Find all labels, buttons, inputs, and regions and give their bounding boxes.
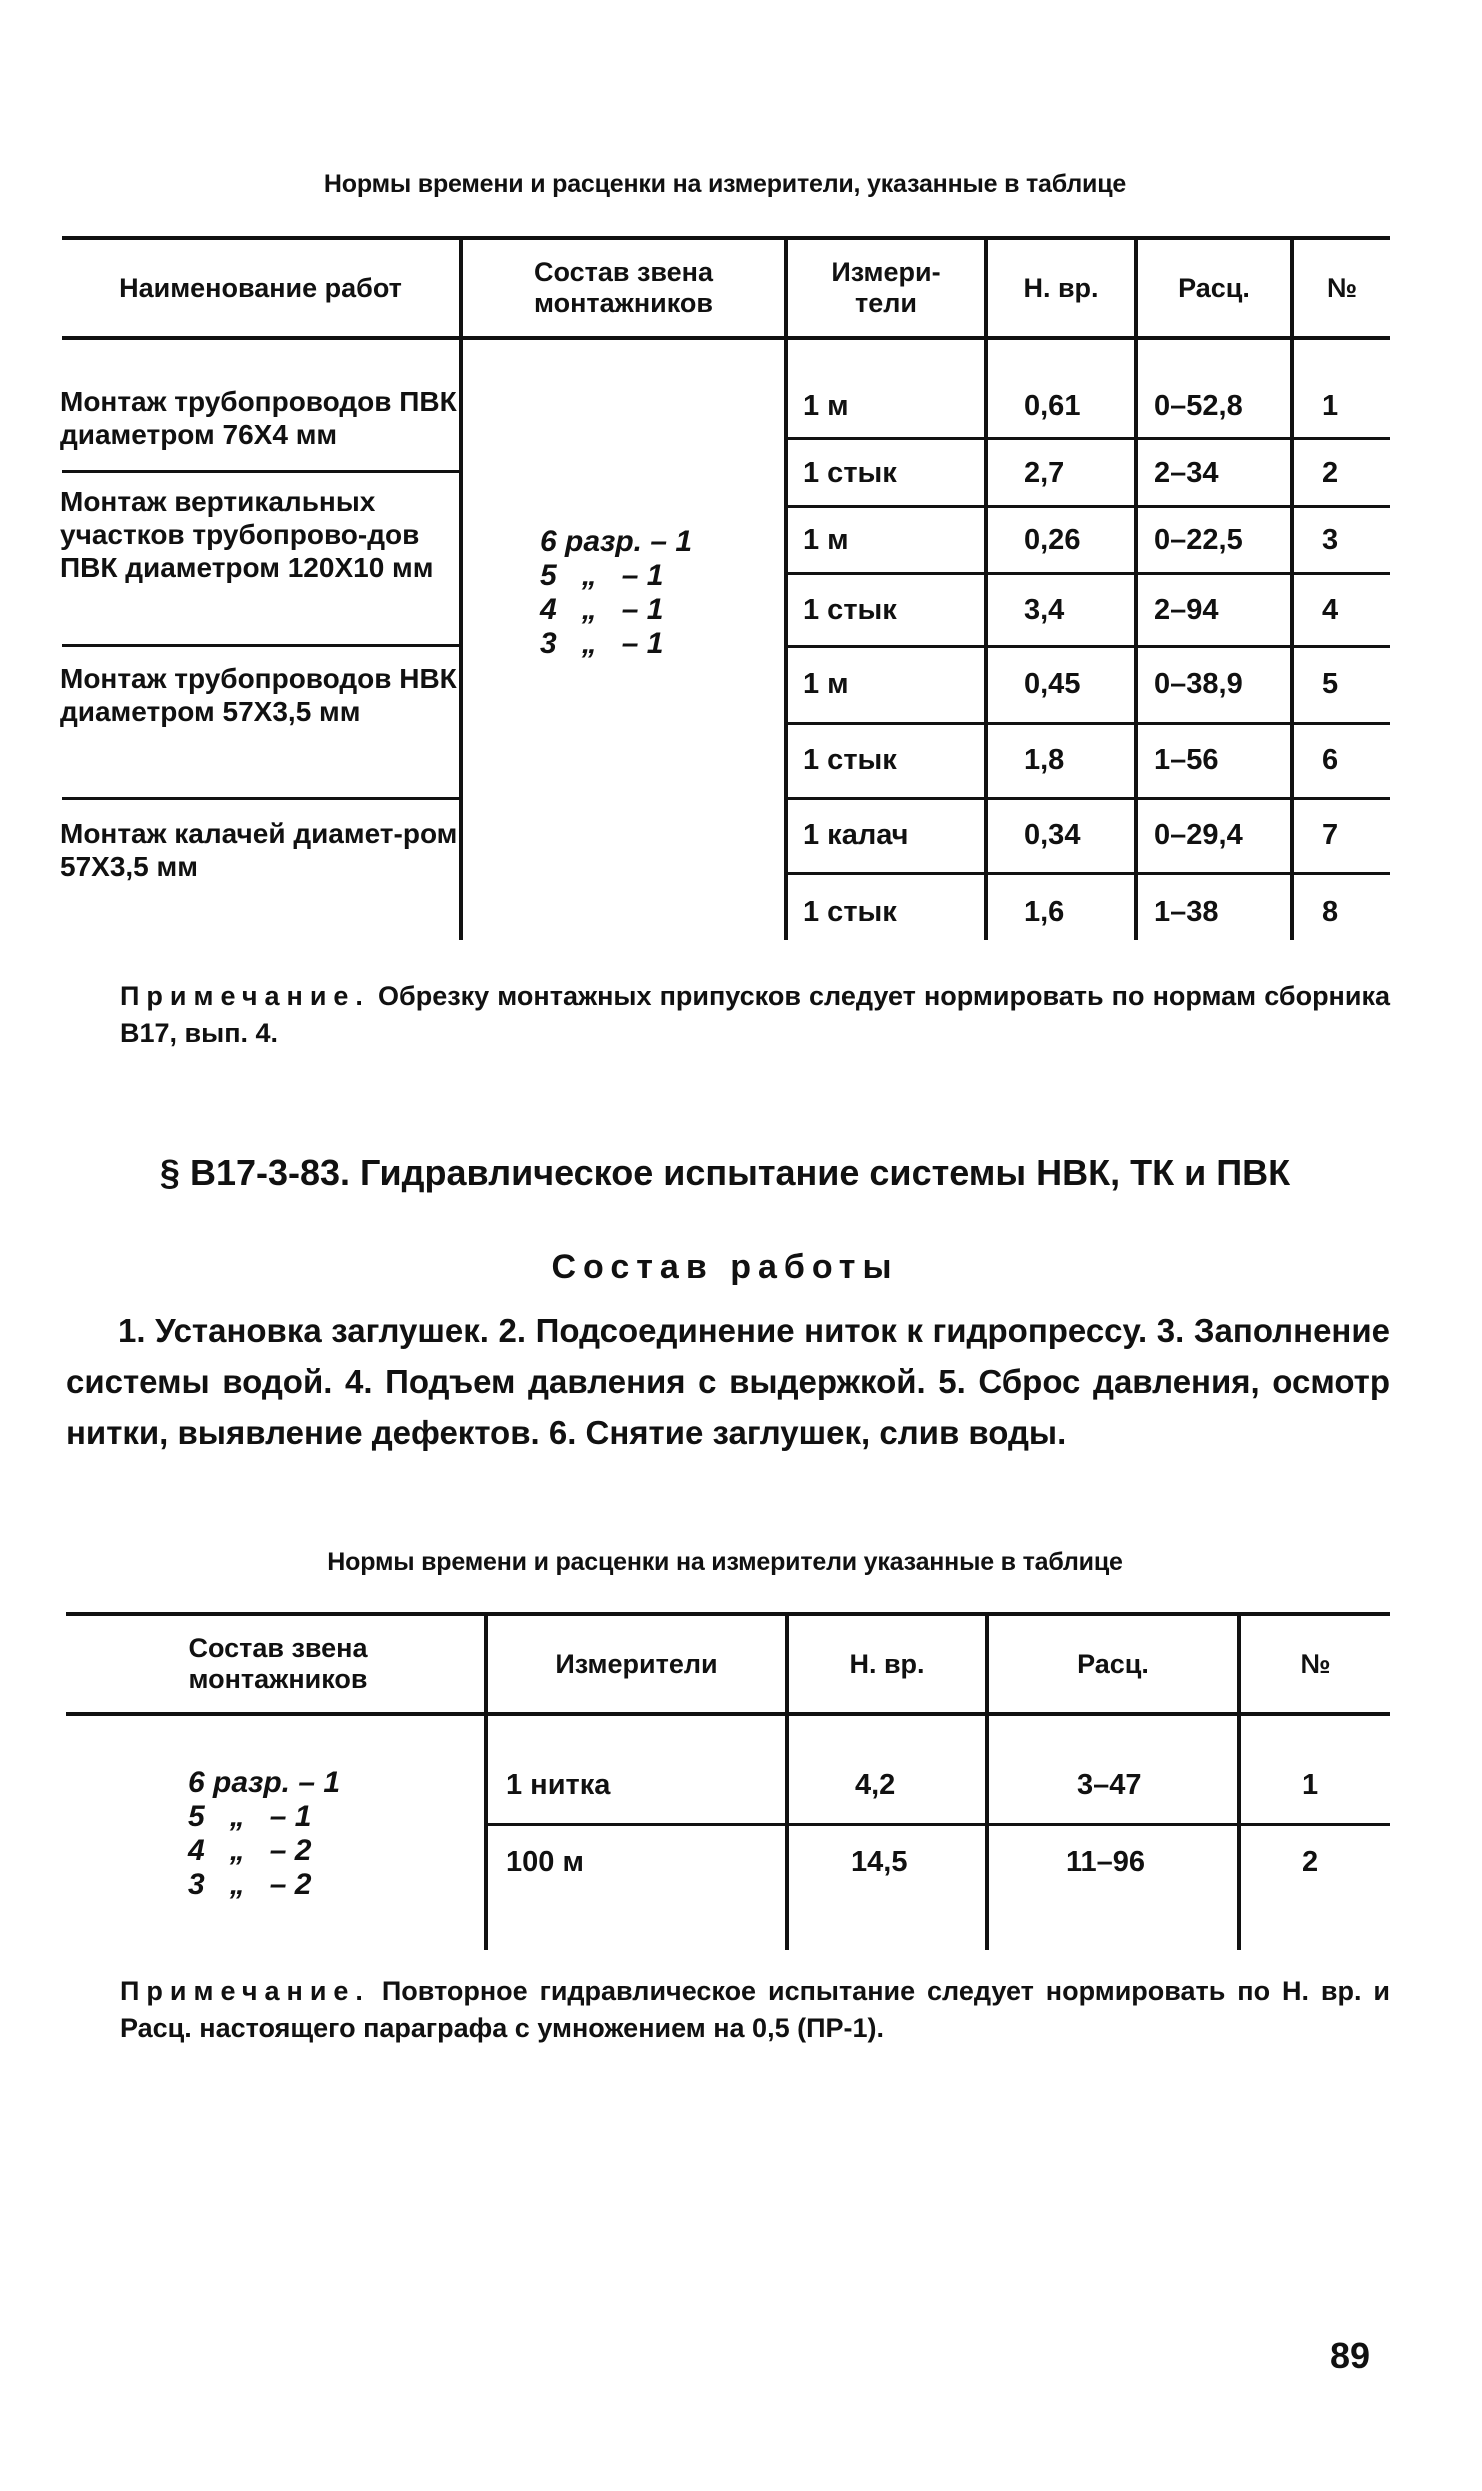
col-rule: [984, 236, 988, 940]
work-name: Монтаж трубопроводов НВК диаметром 57Х3,5 мм: [60, 663, 457, 727]
cell-rate: 11–96: [1066, 1846, 1146, 1878]
row-separator: [785, 437, 1390, 440]
row-separator: [785, 722, 1390, 725]
work-separator: [62, 644, 462, 647]
row-separator: [785, 872, 1390, 875]
header-num: №: [1300, 1648, 1331, 1679]
table2-note: [120, 1973, 1390, 2047]
cell-unit: 1 м: [803, 668, 849, 700]
cell-norm: 2,7: [1024, 457, 1065, 489]
cell-norm: 14,5: [851, 1846, 908, 1878]
crew-line: 3 „ – 2: [188, 1868, 312, 1901]
cell-unit: 1 нитка: [506, 1769, 611, 1801]
cell-rate: 1–38: [1154, 896, 1219, 928]
section-body: 1. Установка заглушек. 2. Подсоединение ниток к гидропрессу. 3. Заполнение системы водой. 4. Подъем давления с выдержкой. 5. Сброс давления, осмотр нитки, выявление дефектов. 6. Снятие заглушек, слив воды.: [66, 1312, 1390, 1451]
note-label: Примечание.: [120, 1976, 370, 2006]
cell-norm: 4,2: [855, 1769, 896, 1801]
section-subtitle: Состав работы: [551, 1248, 899, 1286]
crew-line: 6 разр. – 1: [188, 1766, 341, 1799]
cell-unit: 1 калач: [803, 819, 909, 851]
cell-norm: 0,61: [1024, 390, 1081, 422]
cell-rate: 0–52,8: [1154, 390, 1243, 422]
cell-norm: 0,26: [1024, 524, 1081, 556]
row-separator: [785, 797, 1390, 800]
header-unit: Измери- тели: [831, 257, 941, 318]
cell-unit: 1 стык: [803, 594, 897, 626]
header-norm: Н. вр.: [1023, 272, 1099, 303]
crew-line: 4 „ – 2: [188, 1834, 312, 1867]
cell-num: 1: [1302, 1769, 1319, 1801]
header-unit: Измерители: [555, 1648, 718, 1679]
cell-unit: 1 стык: [803, 744, 897, 776]
header-norm: Н. вр.: [849, 1648, 925, 1679]
header-crew: Состав звена монтажников: [534, 257, 713, 318]
header-num: №: [1326, 272, 1358, 303]
header-rate: Расц.: [1077, 1648, 1149, 1679]
table1-note: [120, 978, 1390, 1052]
cell-rate: 1–56: [1154, 744, 1219, 776]
header-rate: Расц.: [1178, 272, 1250, 303]
header-crew: Состав звена монтажников: [188, 1633, 368, 1694]
cell-num: 7: [1322, 819, 1339, 851]
col-rule: [1134, 236, 1138, 940]
cell-rate: 0–22,5: [1154, 524, 1243, 556]
crew-line: 3 „ – 1: [540, 627, 664, 660]
col-rule: [1290, 236, 1294, 940]
crew-line: 6 разр. – 1: [540, 525, 693, 558]
cell-rate: 0–29,4: [1154, 819, 1243, 851]
cell-unit: 1 м: [803, 390, 849, 422]
cell-rate: 3–47: [1077, 1769, 1142, 1801]
cell-norm: 0,45: [1024, 668, 1081, 700]
table2-header-rule: [66, 1712, 1390, 1716]
cell-unit: 1 стык: [803, 896, 897, 928]
work-separator: [62, 797, 462, 800]
cell-unit: 1 м: [803, 524, 849, 556]
work-separator: [62, 470, 462, 473]
table1-caption: Нормы времени и расценки на измерители, указанные в таблице: [323, 170, 1127, 198]
note-label: Примечание.: [120, 981, 370, 1011]
col-rule: [784, 236, 788, 940]
note-text: Повторное гидравлическое испытание следует нормировать по Н. вр. и Расц. настоящего параграфа с умножением на 0,5 (ПР-1).: [120, 1976, 1390, 2043]
row-separator: [785, 572, 1390, 575]
work-name: Монтаж калачей диамет-ром 57Х3,5 мм: [60, 818, 458, 882]
section-title: § В17-3-83. Гидравлическое испытание системы НВК, ТК и ПВК: [159, 1152, 1291, 1193]
cell-num: 3: [1322, 524, 1339, 556]
cell-num: 5: [1322, 668, 1339, 700]
crew-line: 5 „ – 1: [188, 1800, 312, 1833]
cell-rate: 2–34: [1154, 457, 1219, 489]
cell-norm: 1,8: [1024, 744, 1065, 776]
crew-line: 5 „ – 1: [540, 559, 664, 592]
cell-norm: 1,6: [1024, 896, 1065, 928]
page-number: 89: [1330, 2335, 1371, 2376]
cell-num: 6: [1322, 744, 1339, 776]
cell-unit: 1 стык: [803, 457, 897, 489]
table2-caption: Нормы времени и расценки на измерители указанные в таблице: [327, 1548, 1123, 1576]
work-name: Монтаж вертикальных участков трубопрово-дов ПВК диаметром 120Х10 мм: [60, 486, 434, 583]
cell-num: 1: [1322, 390, 1339, 422]
cell-rate: 2–94: [1154, 594, 1219, 626]
cell-num: 2: [1302, 1846, 1319, 1878]
note-text: Обрезку монтажных припусков следует нормировать по нормам сборника В17, вып. 4.: [120, 981, 1390, 1048]
cell-num: 4: [1322, 594, 1339, 626]
crew-line: 4 „ – 1: [540, 593, 664, 626]
header-work-name: Наименование работ: [119, 272, 402, 303]
cell-rate: 0–38,9: [1154, 668, 1243, 700]
work-name: Монтаж трубопроводов ПВК диаметром 76Х4 мм: [60, 386, 457, 450]
cell-norm: 0,34: [1024, 819, 1081, 851]
cell-unit: 100 м: [506, 1846, 584, 1878]
cell-num: 2: [1322, 457, 1339, 489]
cell-norm: 3,4: [1024, 594, 1065, 626]
row-separator: [785, 645, 1390, 648]
cell-num: 8: [1322, 896, 1339, 928]
row-separator: [486, 1823, 1390, 1826]
row-separator: [785, 505, 1390, 508]
table1-header-rule: [62, 336, 1390, 340]
